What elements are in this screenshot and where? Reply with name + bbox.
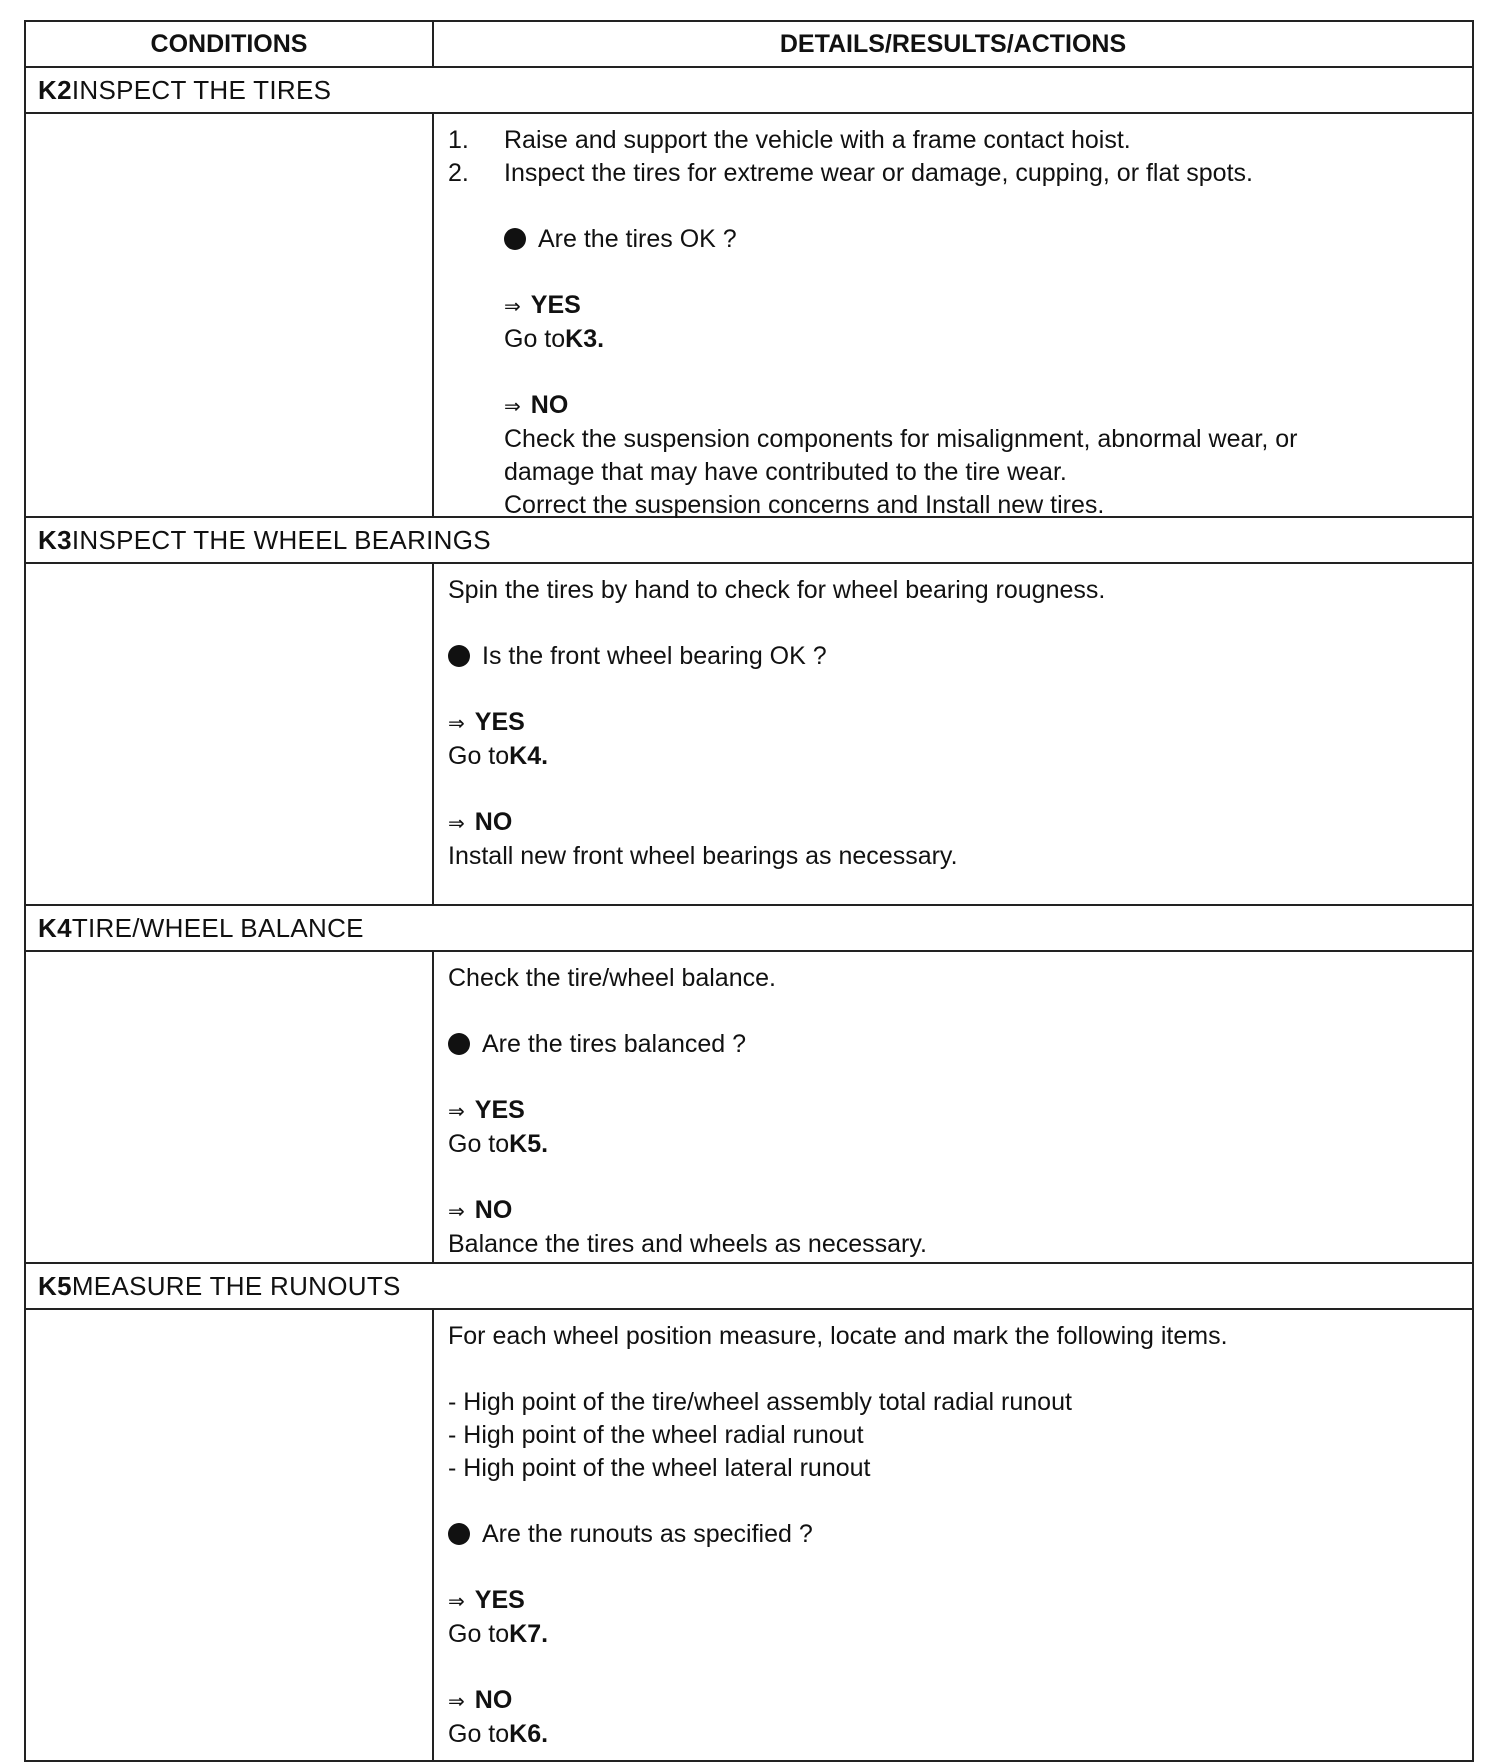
- goto-target: K6.: [509, 1720, 549, 1748]
- question-line: [448, 223, 1458, 256]
- question-text: Is the front wheel bearing OK ?: [482, 642, 827, 670]
- no-label: NO: [474, 1686, 513, 1714]
- yes-line: [448, 1094, 1458, 1128]
- step-number: 1.: [448, 126, 469, 154]
- step-code: K4: [38, 912, 72, 943]
- goto-text: Go to: [448, 1620, 510, 1648]
- no-action-line: Check the suspension components for misalignment, abnormal wear, or: [504, 425, 1298, 453]
- section-body-k5: [26, 1310, 1472, 1760]
- goto-target: K4.: [509, 742, 549, 770]
- conditions-header: CONDITIONS: [26, 22, 434, 66]
- yes-action: [448, 323, 1458, 356]
- step-title: INSPECT THE TIRES: [71, 74, 332, 105]
- yes-label: YES: [474, 1586, 525, 1614]
- intro-text: Spin the tires by hand to check for wheel bearing rougness.: [448, 576, 1106, 604]
- no-label: NO: [474, 808, 513, 836]
- conditions-cell: [26, 564, 434, 904]
- details-header: DETAILS/RESULTS/ACTIONS: [779, 29, 1127, 58]
- goto-target: K3.: [565, 325, 605, 353]
- conditions-cell: [26, 1310, 434, 1760]
- no-label: NO: [474, 1196, 513, 1224]
- goto-text: Go to: [504, 325, 566, 353]
- details-cell: [434, 114, 1472, 519]
- step-title: TIRE/WHEEL BALANCE: [71, 912, 364, 943]
- section-title-k5: [26, 1264, 1472, 1310]
- question-text: Are the tires OK ?: [538, 225, 737, 253]
- section-body-k4: [26, 952, 1472, 1264]
- bullet-icon: [448, 1523, 470, 1545]
- list-item: - High point of the tire/wheel assembly total radial runout: [448, 1388, 1072, 1416]
- bullet-icon: [448, 1033, 470, 1055]
- intro-text: Check the tire/wheel balance.: [448, 964, 776, 992]
- yes-action: [448, 740, 1458, 773]
- arrow-right-icon: ⇒: [448, 1199, 465, 1223]
- yes-label: YES: [474, 708, 525, 736]
- step-number: 2.: [448, 159, 469, 187]
- step-code: K2: [38, 74, 72, 105]
- conditions-cell: [26, 952, 434, 1262]
- arrow-right-icon: ⇒: [448, 811, 465, 835]
- details-cell: [434, 952, 1472, 1262]
- no-line: [448, 806, 1458, 840]
- section-title-k3: [26, 518, 1472, 564]
- step-line: [448, 157, 1458, 190]
- yes-line: [448, 706, 1458, 740]
- intro-text: For each wheel position measure, locate and mark the following items.: [448, 1322, 1228, 1350]
- conditions-cell: [26, 114, 434, 516]
- step-text: Inspect the tires for extreme wear or damage, cupping, or flat spots.: [504, 159, 1253, 187]
- step-text: Raise and support the vehicle with a frame contact hoist.: [504, 126, 1131, 154]
- question-line: [448, 640, 1458, 673]
- table-header: [26, 22, 1472, 68]
- step-title: INSPECT THE WHEEL BEARINGS: [71, 524, 491, 555]
- yes-line: [448, 289, 1458, 323]
- goto-text: Go to: [448, 1130, 510, 1158]
- step-line: [448, 124, 1458, 157]
- arrow-right-icon: ⇒: [448, 711, 465, 735]
- goto-target: K5.: [509, 1130, 549, 1158]
- yes-line: [448, 1584, 1458, 1618]
- no-action-line: damage that may have contributed to the tire wear.: [504, 458, 1067, 486]
- no-line: [448, 389, 1458, 423]
- section-body-k3: [26, 564, 1472, 906]
- yes-label: YES: [530, 291, 581, 319]
- details-cell: [434, 1310, 1472, 1760]
- goto-text: Go to: [448, 742, 510, 770]
- details-cell: [434, 564, 1472, 904]
- no-label: NO: [530, 391, 569, 419]
- step-code: K5: [38, 1270, 72, 1301]
- arrow-right-icon: ⇒: [504, 394, 521, 418]
- question-text: Are the runouts as specified ?: [482, 1520, 813, 1548]
- list-item: - High point of the wheel lateral runout: [448, 1454, 871, 1482]
- no-action-line: Install new front wheel bearings as necessary.: [448, 842, 958, 870]
- question-line: [448, 1518, 1458, 1551]
- no-action: [448, 1718, 1458, 1751]
- section-title-k2: [26, 68, 1472, 114]
- goto-target: K7.: [509, 1620, 549, 1648]
- arrow-right-icon: ⇒: [448, 1589, 465, 1613]
- yes-action: [448, 1128, 1458, 1161]
- step-title: MEASURE THE RUNOUTS: [71, 1270, 401, 1301]
- arrow-right-icon: ⇒: [448, 1099, 465, 1123]
- bullet-icon: [448, 645, 470, 667]
- list-item: - High point of the wheel radial runout: [448, 1421, 864, 1449]
- no-line: [448, 1684, 1458, 1718]
- no-action-line: Balance the tires and wheels as necessary.: [448, 1230, 927, 1258]
- no-action-line: Correct the suspension concerns and Install new tires.: [504, 491, 1105, 519]
- no-line: [448, 1194, 1458, 1228]
- yes-action: [448, 1618, 1458, 1651]
- section-title-k4: [26, 906, 1472, 952]
- bullet-icon: [504, 228, 526, 250]
- arrow-right-icon: ⇒: [448, 1689, 465, 1713]
- question-line: [448, 1028, 1458, 1061]
- yes-label: YES: [474, 1096, 525, 1124]
- section-body-k2: [26, 114, 1472, 518]
- question-text: Are the tires balanced ?: [482, 1030, 747, 1058]
- arrow-right-icon: ⇒: [504, 294, 521, 318]
- step-code: K3: [38, 524, 72, 555]
- goto-text: Go to: [448, 1720, 510, 1748]
- diagnostic-table: [24, 20, 1474, 1762]
